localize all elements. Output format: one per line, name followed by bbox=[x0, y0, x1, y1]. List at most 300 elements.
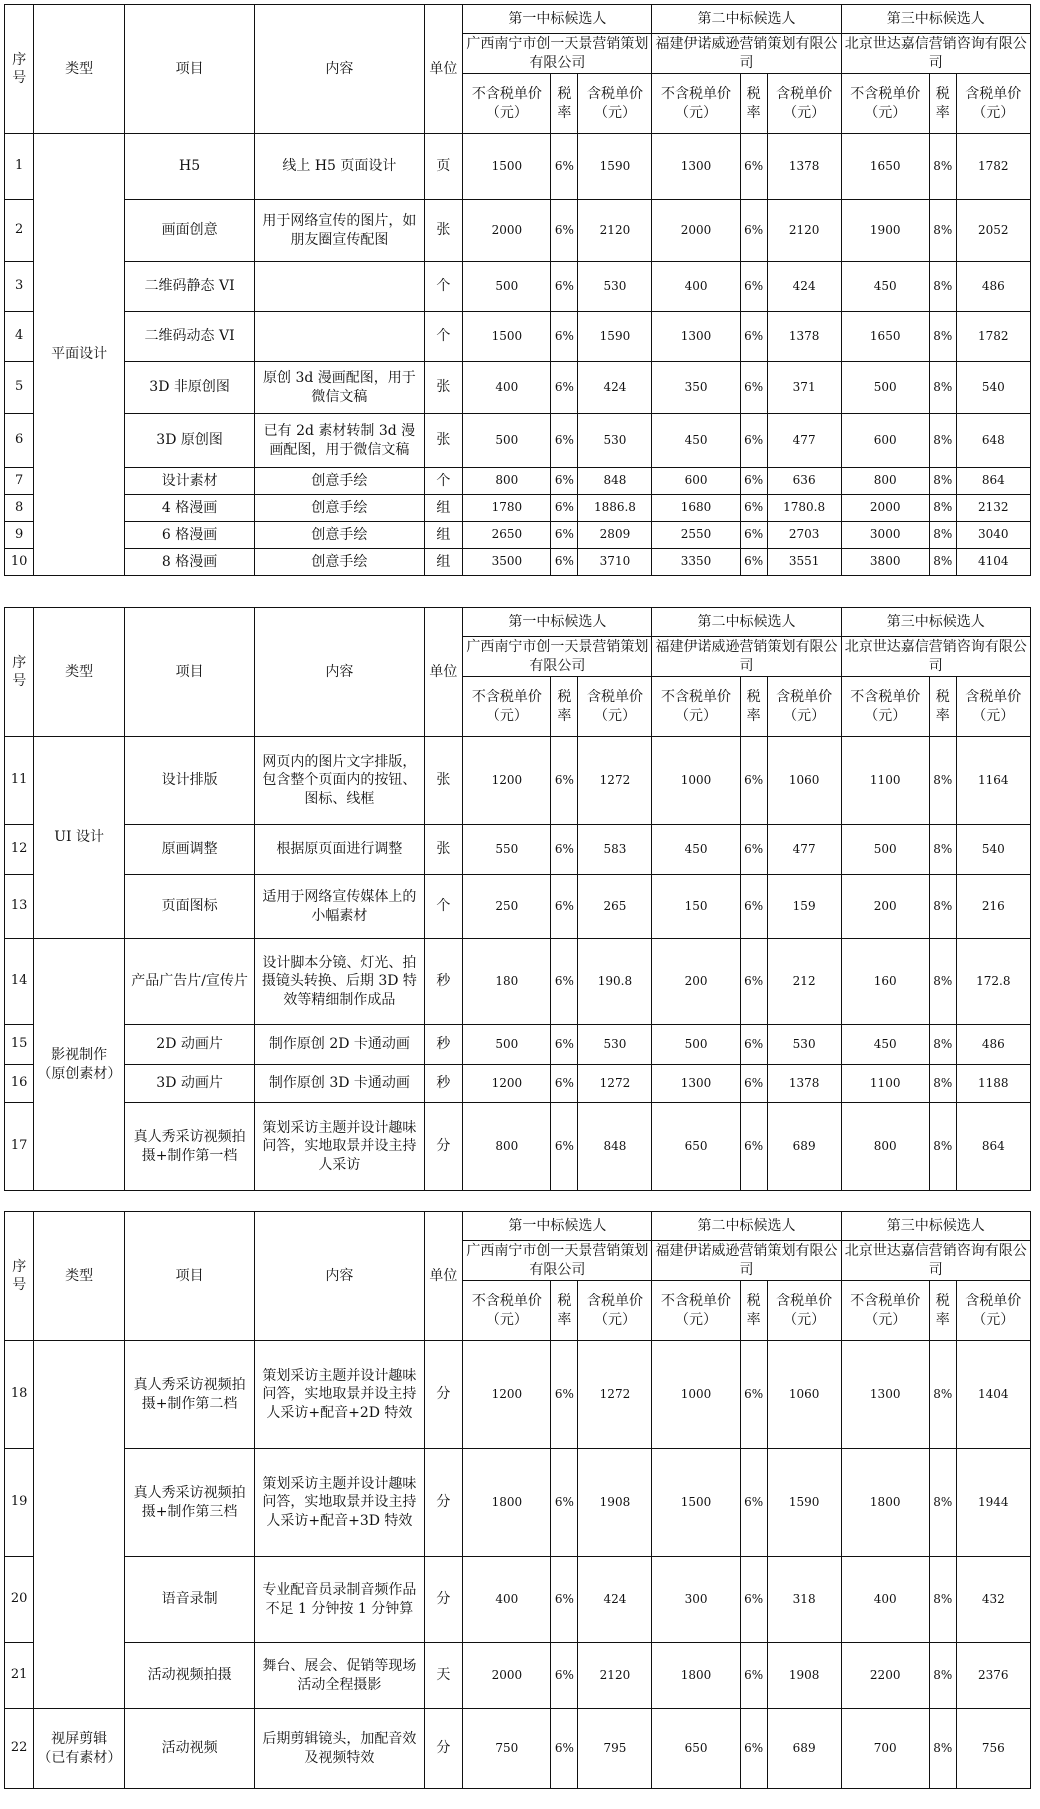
tax-rate-cell: 6% bbox=[740, 200, 767, 262]
candidate-company-3: 北京世达嘉信营销咨询有限公司 bbox=[841, 34, 1030, 74]
price-ex-cell: 1000 bbox=[652, 1341, 740, 1449]
price-in-cell: 1272 bbox=[578, 737, 652, 825]
candidate-rank-2: 第二中标候选人 bbox=[652, 608, 841, 637]
row-content bbox=[255, 312, 424, 362]
tax-rate-cell: 6% bbox=[740, 468, 767, 495]
price-ex-cell: 1800 bbox=[841, 1449, 929, 1557]
row-unit: 张 bbox=[424, 737, 463, 825]
price-in-cell: 1164 bbox=[956, 737, 1030, 825]
price-ex-cell: 1500 bbox=[463, 134, 551, 200]
price-in-cell: 1780.8 bbox=[767, 495, 841, 522]
tax-rate-cell: 6% bbox=[740, 414, 767, 468]
tax-rate-cell: 6% bbox=[551, 549, 578, 576]
row-unit: 组 bbox=[424, 549, 463, 576]
row-unit: 天 bbox=[424, 1643, 463, 1709]
price-in-cell: 1378 bbox=[767, 1065, 841, 1103]
row-content: 舞台、展会、促销等现场活动全程摄影 bbox=[255, 1643, 424, 1709]
price-in-cell: 540 bbox=[956, 825, 1030, 875]
header-item: 项目 bbox=[124, 5, 254, 134]
row-content: 创意手绘 bbox=[255, 468, 424, 495]
row-unit: 张 bbox=[424, 362, 463, 414]
price-ex-header: 不含税单价（元） bbox=[841, 74, 929, 134]
price-ex-header: 不含税单价（元） bbox=[463, 1281, 551, 1341]
price-in-cell: 1944 bbox=[956, 1449, 1030, 1557]
tax-rate-cell: 6% bbox=[740, 1341, 767, 1449]
row-seq: 20 bbox=[5, 1557, 34, 1643]
row-item: 6 格漫画 bbox=[124, 522, 254, 549]
tax-rate-cell: 6% bbox=[551, 362, 578, 414]
price-in-cell: 1908 bbox=[578, 1449, 652, 1557]
price-in-header: 含税单价（元） bbox=[578, 74, 652, 134]
table-row bbox=[5, 468, 1031, 495]
row-unit: 分 bbox=[424, 1103, 463, 1191]
price-in-header: 含税单价（元） bbox=[956, 74, 1030, 134]
table-row bbox=[5, 312, 1031, 362]
price-in-cell: 689 bbox=[767, 1709, 841, 1789]
price-ex-cell: 450 bbox=[841, 1025, 929, 1065]
price-in-cell: 530 bbox=[578, 1025, 652, 1065]
price-ex-cell: 2000 bbox=[463, 1643, 551, 1709]
tax-rate-cell: 8% bbox=[929, 1449, 956, 1557]
price-in-cell: 477 bbox=[767, 825, 841, 875]
tax-rate-cell: 8% bbox=[929, 1065, 956, 1103]
price-in-cell: 3040 bbox=[956, 522, 1030, 549]
price-ex-cell: 800 bbox=[463, 468, 551, 495]
price-in-cell: 486 bbox=[956, 262, 1030, 312]
candidate-rank-1: 第一中标候选人 bbox=[463, 608, 652, 637]
row-content: 创意手绘 bbox=[255, 549, 424, 576]
tax-rate-cell: 6% bbox=[551, 495, 578, 522]
row-unit: 个 bbox=[424, 262, 463, 312]
row-seq: 2 bbox=[5, 200, 34, 262]
tax-rate-cell: 8% bbox=[929, 134, 956, 200]
price-in-header: 含税单价（元） bbox=[767, 677, 841, 737]
price-table-section-1 bbox=[4, 4, 1031, 576]
price-in-cell: 318 bbox=[767, 1557, 841, 1643]
row-content: 策划采访主题并设计趣味问答，实地取景并设主持人采访+配音+3D 特效 bbox=[255, 1449, 424, 1557]
price-ex-cell: 500 bbox=[463, 414, 551, 468]
price-in-cell: 216 bbox=[956, 875, 1030, 939]
row-unit: 张 bbox=[424, 200, 463, 262]
price-ex-cell: 350 bbox=[652, 362, 740, 414]
row-seq: 16 bbox=[5, 1065, 34, 1103]
price-ex-cell: 2000 bbox=[652, 200, 740, 262]
candidate-company-1: 广西南宁市创一天景营销策划有限公司 bbox=[463, 637, 652, 677]
price-in-cell: 2120 bbox=[767, 200, 841, 262]
candidate-company-3: 北京世达嘉信营销咨询有限公司 bbox=[841, 1241, 1030, 1281]
tax-rate-cell: 6% bbox=[551, 875, 578, 939]
header-content: 内容 bbox=[255, 608, 424, 737]
row-unit: 分 bbox=[424, 1341, 463, 1449]
price-in-cell: 2120 bbox=[578, 1643, 652, 1709]
table-row bbox=[5, 1065, 1031, 1103]
price-ex-cell: 400 bbox=[652, 262, 740, 312]
table-row bbox=[5, 1103, 1031, 1191]
tax-rate-cell: 6% bbox=[740, 1103, 767, 1191]
tax-rate-header: 税率 bbox=[740, 74, 767, 134]
header-row-rank bbox=[5, 1212, 1031, 1241]
price-in-cell: 2132 bbox=[956, 495, 1030, 522]
price-in-cell: 1782 bbox=[956, 134, 1030, 200]
candidate-company-2: 福建伊诺威逊营销策划有限公司 bbox=[652, 34, 841, 74]
price-ex-cell: 3350 bbox=[652, 549, 740, 576]
price-in-cell: 848 bbox=[578, 1103, 652, 1191]
price-in-cell: 1378 bbox=[767, 312, 841, 362]
row-type: 视屏剪辑（已有素材） bbox=[34, 1709, 124, 1789]
tax-rate-cell: 6% bbox=[740, 549, 767, 576]
row-item: 3D 动画片 bbox=[124, 1065, 254, 1103]
tax-rate-cell: 6% bbox=[740, 737, 767, 825]
price-ex-cell: 300 bbox=[652, 1557, 740, 1643]
price-ex-cell: 2650 bbox=[463, 522, 551, 549]
row-content: 后期剪辑镜头，加配音效及视频特效 bbox=[255, 1709, 424, 1789]
price-in-cell: 3710 bbox=[578, 549, 652, 576]
price-table-section-3 bbox=[4, 1211, 1031, 1789]
price-in-cell: 1908 bbox=[767, 1643, 841, 1709]
price-ex-cell: 400 bbox=[463, 1557, 551, 1643]
price-ex-cell: 2000 bbox=[463, 200, 551, 262]
tax-rate-cell: 6% bbox=[740, 262, 767, 312]
table-row bbox=[5, 200, 1031, 262]
row-seq: 15 bbox=[5, 1025, 34, 1065]
tax-rate-header: 税率 bbox=[740, 677, 767, 737]
row-content: 原创 3d 漫画配图，用于微信文稿 bbox=[255, 362, 424, 414]
row-seq: 18 bbox=[5, 1341, 34, 1449]
tax-rate-cell: 6% bbox=[551, 825, 578, 875]
price-in-cell: 689 bbox=[767, 1103, 841, 1191]
tax-rate-cell: 6% bbox=[551, 522, 578, 549]
candidate-company-2: 福建伊诺威逊营销策划有限公司 bbox=[652, 637, 841, 677]
price-ex-cell: 2550 bbox=[652, 522, 740, 549]
header-seq: 序号 bbox=[5, 5, 34, 134]
table-row bbox=[5, 522, 1031, 549]
tax-rate-cell: 6% bbox=[551, 312, 578, 362]
price-ex-cell: 1780 bbox=[463, 495, 551, 522]
price-ex-cell: 200 bbox=[841, 875, 929, 939]
price-ex-header: 不含税单价（元） bbox=[652, 677, 740, 737]
price-in-header: 含税单价（元） bbox=[956, 677, 1030, 737]
price-ex-cell: 1200 bbox=[463, 737, 551, 825]
table-row bbox=[5, 414, 1031, 468]
table-row bbox=[5, 737, 1031, 825]
row-item: 3D 非原创图 bbox=[124, 362, 254, 414]
price-in-cell: 432 bbox=[956, 1557, 1030, 1643]
price-ex-cell: 150 bbox=[652, 875, 740, 939]
price-ex-cell: 2200 bbox=[841, 1643, 929, 1709]
price-in-cell: 1590 bbox=[578, 134, 652, 200]
row-item: 3D 原创图 bbox=[124, 414, 254, 468]
price-ex-cell: 750 bbox=[463, 1709, 551, 1789]
price-ex-cell: 500 bbox=[652, 1025, 740, 1065]
row-seq: 17 bbox=[5, 1103, 34, 1191]
row-item: 原画调整 bbox=[124, 825, 254, 875]
row-item: 设计素材 bbox=[124, 468, 254, 495]
row-content: 适用于网络宣传媒体上的小幅素材 bbox=[255, 875, 424, 939]
row-type: 平面设计 bbox=[34, 134, 124, 576]
price-in-cell: 424 bbox=[578, 1557, 652, 1643]
tax-rate-cell: 8% bbox=[929, 1643, 956, 1709]
price-in-cell: 540 bbox=[956, 362, 1030, 414]
row-content: 线上 H5 页面设计 bbox=[255, 134, 424, 200]
row-item: 二维码静态 VI bbox=[124, 262, 254, 312]
price-in-cell: 1378 bbox=[767, 134, 841, 200]
tax-rate-cell: 6% bbox=[740, 522, 767, 549]
price-in-cell: 486 bbox=[956, 1025, 1030, 1065]
tax-rate-cell: 6% bbox=[740, 939, 767, 1025]
tax-rate-cell: 8% bbox=[929, 1557, 956, 1643]
tax-rate-cell: 8% bbox=[929, 1103, 956, 1191]
row-content bbox=[255, 262, 424, 312]
table-row bbox=[5, 495, 1031, 522]
tax-rate-header: 税率 bbox=[929, 1281, 956, 1341]
tax-rate-cell: 8% bbox=[929, 414, 956, 468]
price-ex-cell: 1500 bbox=[652, 1449, 740, 1557]
tax-rate-cell: 8% bbox=[929, 495, 956, 522]
row-content: 网页内的图片文字排版，包含整个页面内的按钮、图标、线框 bbox=[255, 737, 424, 825]
price-in-cell: 190.8 bbox=[578, 939, 652, 1025]
row-content: 已有 2d 素材转制 3d 漫画配图，用于微信文稿 bbox=[255, 414, 424, 468]
tax-rate-cell: 6% bbox=[740, 1449, 767, 1557]
header-item: 项目 bbox=[124, 1212, 254, 1341]
row-item: 语音录制 bbox=[124, 1557, 254, 1643]
price-ex-cell: 1680 bbox=[652, 495, 740, 522]
price-ex-cell: 800 bbox=[841, 468, 929, 495]
header-seq: 序号 bbox=[5, 608, 34, 737]
price-ex-cell: 1100 bbox=[841, 737, 929, 825]
row-item: 活动视频拍摄 bbox=[124, 1643, 254, 1709]
tax-rate-cell: 6% bbox=[551, 200, 578, 262]
price-ex-cell: 500 bbox=[463, 262, 551, 312]
row-item: 二维码动态 VI bbox=[124, 312, 254, 362]
price-in-cell: 530 bbox=[578, 262, 652, 312]
tax-rate-cell: 8% bbox=[929, 262, 956, 312]
row-content: 根据原页面进行调整 bbox=[255, 825, 424, 875]
price-in-cell: 795 bbox=[578, 1709, 652, 1789]
row-unit: 分 bbox=[424, 1709, 463, 1789]
tax-rate-cell: 6% bbox=[551, 262, 578, 312]
table-row bbox=[5, 549, 1031, 576]
price-ex-cell: 1650 bbox=[841, 134, 929, 200]
tax-rate-cell: 6% bbox=[740, 495, 767, 522]
price-in-cell: 864 bbox=[956, 1103, 1030, 1191]
price-ex-cell: 180 bbox=[463, 939, 551, 1025]
tax-rate-header: 税率 bbox=[551, 74, 578, 134]
row-seq: 8 bbox=[5, 495, 34, 522]
tax-rate-header: 税率 bbox=[551, 1281, 578, 1341]
row-seq: 1 bbox=[5, 134, 34, 200]
row-seq: 12 bbox=[5, 825, 34, 875]
header-content: 内容 bbox=[255, 1212, 424, 1341]
row-type: UI 设计 bbox=[34, 737, 124, 939]
tax-rate-cell: 6% bbox=[740, 875, 767, 939]
price-in-cell: 1590 bbox=[578, 312, 652, 362]
row-seq: 5 bbox=[5, 362, 34, 414]
tax-rate-header: 税率 bbox=[551, 677, 578, 737]
row-item: 真人秀采访视频拍摄+制作第二档 bbox=[124, 1341, 254, 1449]
candidate-rank-2: 第二中标候选人 bbox=[652, 5, 841, 34]
row-content: 策划采访主题并设计趣味问答，实地取景并设主持人采访 bbox=[255, 1103, 424, 1191]
candidate-rank-3: 第三中标候选人 bbox=[841, 608, 1030, 637]
price-in-cell: 424 bbox=[578, 362, 652, 414]
price-ex-header: 不含税单价（元） bbox=[463, 74, 551, 134]
price-ex-cell: 1500 bbox=[463, 312, 551, 362]
price-ex-cell: 1800 bbox=[652, 1643, 740, 1709]
row-item: 设计排版 bbox=[124, 737, 254, 825]
price-in-cell: 3551 bbox=[767, 549, 841, 576]
price-ex-cell: 1900 bbox=[841, 200, 929, 262]
row-item: 画面创意 bbox=[124, 200, 254, 262]
price-in-cell: 864 bbox=[956, 468, 1030, 495]
table-row bbox=[5, 1025, 1031, 1065]
tax-rate-cell: 8% bbox=[929, 1025, 956, 1065]
price-ex-header: 不含税单价（元） bbox=[841, 677, 929, 737]
price-ex-header: 不含税单价（元） bbox=[463, 677, 551, 737]
price-in-header: 含税单价（元） bbox=[578, 677, 652, 737]
tax-rate-cell: 6% bbox=[551, 468, 578, 495]
candidate-rank-3: 第三中标候选人 bbox=[841, 5, 1030, 34]
tax-rate-cell: 6% bbox=[740, 362, 767, 414]
row-unit: 秒 bbox=[424, 1025, 463, 1065]
row-unit: 个 bbox=[424, 875, 463, 939]
price-in-cell: 530 bbox=[578, 414, 652, 468]
row-unit: 张 bbox=[424, 825, 463, 875]
price-ex-cell: 250 bbox=[463, 875, 551, 939]
tax-rate-cell: 6% bbox=[551, 1025, 578, 1065]
price-ex-cell: 1300 bbox=[652, 312, 740, 362]
price-ex-cell: 1000 bbox=[652, 737, 740, 825]
tax-rate-cell: 6% bbox=[740, 1025, 767, 1065]
tax-rate-cell: 6% bbox=[551, 1709, 578, 1789]
row-seq: 9 bbox=[5, 522, 34, 549]
tax-rate-cell: 6% bbox=[551, 1065, 578, 1103]
tax-rate-cell: 6% bbox=[740, 1557, 767, 1643]
price-in-cell: 2703 bbox=[767, 522, 841, 549]
tax-rate-cell: 8% bbox=[929, 1709, 956, 1789]
price-in-cell: 4104 bbox=[956, 549, 1030, 576]
price-ex-cell: 650 bbox=[652, 1709, 740, 1789]
row-item: H5 bbox=[124, 134, 254, 200]
price-ex-cell: 1300 bbox=[841, 1341, 929, 1449]
tax-rate-cell: 6% bbox=[551, 1341, 578, 1449]
price-in-cell: 1188 bbox=[956, 1065, 1030, 1103]
candidate-company-1: 广西南宁市创一天景营销策划有限公司 bbox=[463, 34, 652, 74]
table-row bbox=[5, 134, 1031, 200]
price-in-cell: 1886.8 bbox=[578, 495, 652, 522]
row-seq: 22 bbox=[5, 1709, 34, 1789]
price-in-cell: 1272 bbox=[578, 1065, 652, 1103]
tax-rate-cell: 8% bbox=[929, 522, 956, 549]
price-in-header: 含税单价（元） bbox=[578, 1281, 652, 1341]
candidate-rank-2: 第二中标候选人 bbox=[652, 1212, 841, 1241]
row-unit: 页 bbox=[424, 134, 463, 200]
tax-rate-cell: 8% bbox=[929, 362, 956, 414]
price-ex-cell: 1650 bbox=[841, 312, 929, 362]
row-unit: 分 bbox=[424, 1449, 463, 1557]
tax-rate-cell: 6% bbox=[740, 134, 767, 200]
row-type bbox=[34, 1341, 124, 1709]
table-row bbox=[5, 939, 1031, 1025]
row-item: 8 格漫画 bbox=[124, 549, 254, 576]
tax-rate-cell: 6% bbox=[551, 1103, 578, 1191]
tax-rate-cell: 8% bbox=[929, 468, 956, 495]
table-row bbox=[5, 1709, 1031, 1789]
header-unit: 单位 bbox=[424, 1212, 463, 1341]
tax-rate-header: 税率 bbox=[740, 1281, 767, 1341]
price-in-cell: 648 bbox=[956, 414, 1030, 468]
row-item: 4 格漫画 bbox=[124, 495, 254, 522]
tax-rate-header: 税率 bbox=[929, 74, 956, 134]
row-content: 创意手绘 bbox=[255, 495, 424, 522]
price-in-cell: 1782 bbox=[956, 312, 1030, 362]
price-in-header: 含税单价（元） bbox=[767, 1281, 841, 1341]
row-content: 策划采访主题并设计趣味问答，实地取景并设主持人采访+配音+2D 特效 bbox=[255, 1341, 424, 1449]
header-content: 内容 bbox=[255, 5, 424, 134]
tax-rate-header: 税率 bbox=[929, 677, 956, 737]
price-ex-header: 不含税单价（元） bbox=[841, 1281, 929, 1341]
header-row-rank bbox=[5, 608, 1031, 637]
price-ex-cell: 400 bbox=[463, 362, 551, 414]
header-type: 类型 bbox=[34, 5, 124, 134]
price-ex-cell: 450 bbox=[652, 414, 740, 468]
table-row bbox=[5, 825, 1031, 875]
price-in-header: 含税单价（元） bbox=[956, 1281, 1030, 1341]
tax-rate-cell: 6% bbox=[551, 1643, 578, 1709]
price-in-cell: 477 bbox=[767, 414, 841, 468]
row-seq: 7 bbox=[5, 468, 34, 495]
tax-rate-cell: 8% bbox=[929, 1341, 956, 1449]
tax-rate-cell: 6% bbox=[740, 312, 767, 362]
header-item: 项目 bbox=[124, 608, 254, 737]
price-in-cell: 172.8 bbox=[956, 939, 1030, 1025]
header-type: 类型 bbox=[34, 1212, 124, 1341]
price-ex-header: 不含税单价（元） bbox=[652, 1281, 740, 1341]
price-in-cell: 2052 bbox=[956, 200, 1030, 262]
price-in-cell: 530 bbox=[767, 1025, 841, 1065]
price-ex-cell: 600 bbox=[841, 414, 929, 468]
tax-rate-cell: 8% bbox=[929, 549, 956, 576]
price-in-cell: 2809 bbox=[578, 522, 652, 549]
price-ex-cell: 1200 bbox=[463, 1065, 551, 1103]
table-row bbox=[5, 1341, 1031, 1449]
row-item: 活动视频 bbox=[124, 1709, 254, 1789]
row-content: 专业配音员录制音频作品不足 1 分钟按 1 分钟算 bbox=[255, 1557, 424, 1643]
price-ex-cell: 500 bbox=[463, 1025, 551, 1065]
header-type: 类型 bbox=[34, 608, 124, 737]
tax-rate-cell: 8% bbox=[929, 200, 956, 262]
candidate-company-2: 福建伊诺威逊营销策划有限公司 bbox=[652, 1241, 841, 1281]
row-seq: 11 bbox=[5, 737, 34, 825]
header-seq: 序号 bbox=[5, 1212, 34, 1341]
price-in-cell: 1272 bbox=[578, 1341, 652, 1449]
header-unit: 单位 bbox=[424, 608, 463, 737]
price-in-cell: 1590 bbox=[767, 1449, 841, 1557]
price-in-cell: 265 bbox=[578, 875, 652, 939]
row-seq: 13 bbox=[5, 875, 34, 939]
row-item: 2D 动画片 bbox=[124, 1025, 254, 1065]
row-seq: 21 bbox=[5, 1643, 34, 1709]
price-ex-cell: 1300 bbox=[652, 1065, 740, 1103]
price-ex-cell: 3800 bbox=[841, 549, 929, 576]
price-in-cell: 212 bbox=[767, 939, 841, 1025]
price-ex-cell: 450 bbox=[652, 825, 740, 875]
row-content: 制作原创 3D 卡通动画 bbox=[255, 1065, 424, 1103]
price-ex-cell: 600 bbox=[652, 468, 740, 495]
price-ex-cell: 1200 bbox=[463, 1341, 551, 1449]
row-unit: 个 bbox=[424, 468, 463, 495]
price-in-header: 含税单价（元） bbox=[767, 74, 841, 134]
table-row bbox=[5, 362, 1031, 414]
table-row bbox=[5, 1449, 1031, 1557]
